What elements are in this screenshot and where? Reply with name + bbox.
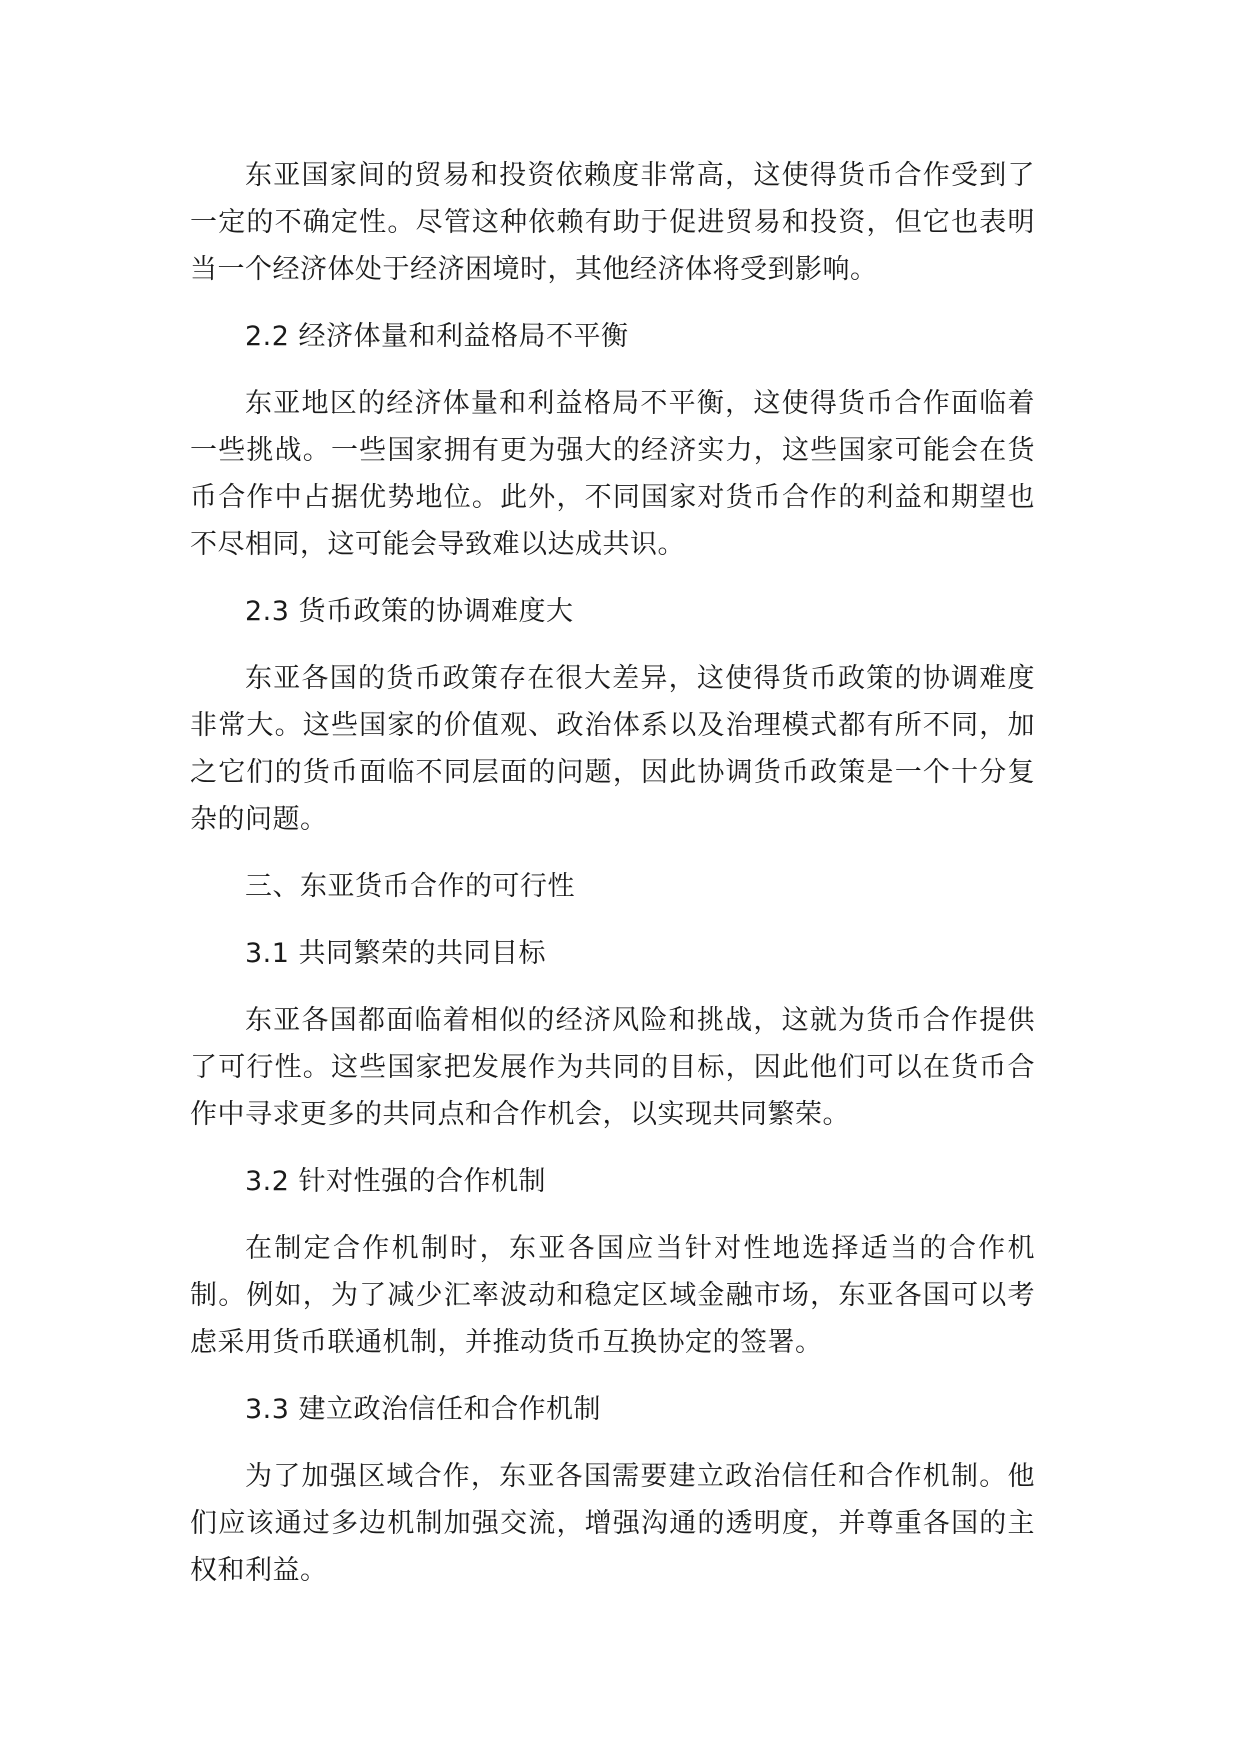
- paragraph-economic-imbalance: 东亚地区的经济体量和利益格局不平衡，这使得货币合作面临着一些挑战。一些国家拥有更为强大的经济实力，这些国家可能会在货币合作中占据优势地位。此外，不同国家对货币合作的利益和期望也不尽相同，这可能会导致难以达成共识。: [190, 388, 1035, 560]
- section-heading-2-3: 2.3 货币政策的协调难度大: [245, 596, 574, 627]
- paragraph-political-trust: 为了加强区域合作，东亚各国需要建立政治信任和合作机制。他们应该通过多边机制加强交流，增强沟通的透明度，并尊重各国的主权和利益。: [190, 1461, 1035, 1586]
- spacer: [190, 1138, 1035, 1158]
- section-heading-3-1: 3.1 共同繁荣的共同目标: [245, 938, 547, 969]
- paragraph-trade-dependence: 东亚国家间的贸易和投资依赖度非常高，这使得货币合作受到了一定的不确定性。尽管这种依赖有助于促进贸易和投资，但它也表明当一个经济体处于经济困境时，其他经济体将受到影响。: [190, 160, 1035, 285]
- spacer: [190, 293, 1035, 313]
- paragraph-cooperation-mechanism: 在制定合作机制时，东亚各国应当针对性地选择适当的合作机制。例如，为了减少汇率波动和稳定区域金融市场，东亚各国可以考虑采用货币联通机制，并推动货币互换协定的签署。: [190, 1233, 1035, 1358]
- spacer: [190, 977, 1035, 997]
- section-heading-2-2: 2.2 经济体量和利益格局不平衡: [245, 321, 629, 352]
- spacer: [190, 910, 1035, 930]
- spacer: [190, 1433, 1035, 1453]
- spacer: [190, 635, 1035, 655]
- spacer: [190, 568, 1035, 588]
- document-page: [190, 152, 1035, 1594]
- chapter-heading-3: 三、东亚货币合作的可行性: [245, 871, 575, 902]
- paragraph-common-prosperity: 东亚各国都面临着相似的经济风险和挑战，这就为货币合作提供了可行性。这些国家把发展作为共同的目标，因此他们可以在货币合作中寻求更多的共同点和合作机会，以实现共同繁荣。: [190, 1005, 1035, 1130]
- section-heading-3-3: 3.3 建立政治信任和合作机制: [245, 1394, 602, 1425]
- spacer: [190, 843, 1035, 863]
- spacer: [190, 360, 1035, 380]
- section-heading-3-2: 3.2 针对性强的合作机制: [245, 1166, 547, 1197]
- spacer: [190, 1366, 1035, 1386]
- spacer: [190, 1205, 1035, 1225]
- paragraph-policy-coordination: 东亚各国的货币政策存在很大差异，这使得货币政策的协调难度非常大。这些国家的价值观、政治体系以及治理模式都有所不同，加之它们的货币面临不同层面的问题，因此协调货币政策是一个十分复杂的问题。: [190, 663, 1035, 835]
